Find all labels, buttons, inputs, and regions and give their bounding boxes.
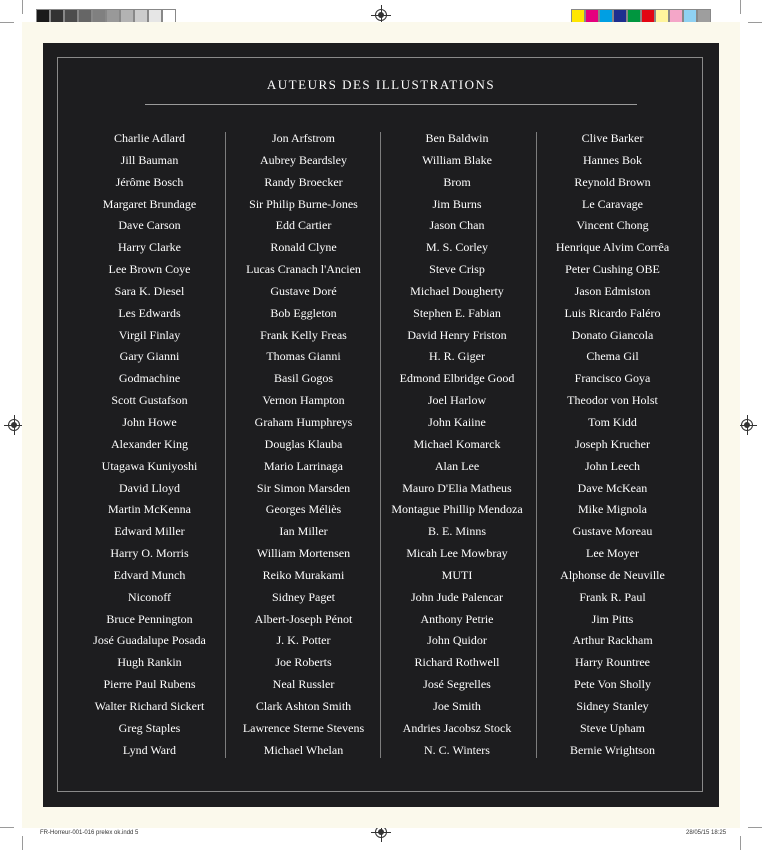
illustrator-name: Sidney Paget xyxy=(272,589,335,604)
color-swatch xyxy=(585,9,599,23)
illustrator-name: Brom xyxy=(443,174,471,189)
illustrator-name: Niconoff xyxy=(127,589,172,604)
illustrator-name: Virgil Finlay xyxy=(118,327,181,342)
illustrator-name: William Mortensen xyxy=(256,546,351,561)
illustrator-name: Pete Von Sholly xyxy=(574,677,651,692)
illustrator-name: José Guadalupe Posada xyxy=(93,633,206,648)
illustrator-name: Montague Phillip Mendoza xyxy=(391,502,523,517)
illustrator-name: Richard Rothwell xyxy=(414,655,500,670)
illustrator-name: Peter Cushing OBE xyxy=(565,262,660,277)
color-swatch xyxy=(627,9,641,23)
illustrator-name: Jim Burns xyxy=(432,196,482,211)
page-title: AUTEURS DES ILLUSTRATIONS xyxy=(266,77,496,92)
illustrator-name: Bob Eggleton xyxy=(270,305,337,320)
illustrator-name: Mauro D'Elia Matheus xyxy=(402,480,512,495)
illustrator-name: Sara K. Diesel xyxy=(114,283,185,298)
illustrator-name: Clark Ashton Smith xyxy=(255,698,352,713)
color-swatch xyxy=(641,9,655,23)
color-swatch xyxy=(669,9,683,23)
illustrator-name: Alan Lee xyxy=(434,458,480,473)
crop-mark xyxy=(22,0,23,14)
illustrator-name: Joe Roberts xyxy=(275,655,332,670)
illustrator-name: Stephen E. Fabian xyxy=(413,305,501,320)
illustrator-name: Margaret Brundage xyxy=(102,196,197,211)
illustrator-name: Jason Chan xyxy=(429,218,485,233)
names-column-3 xyxy=(380,128,534,760)
illustrator-name: Gustave Doré xyxy=(270,283,337,298)
names-list xyxy=(74,128,225,761)
illustrator-name: Thomas Gianni xyxy=(266,349,341,364)
illustrator-name: Reynold Brown xyxy=(574,174,651,189)
illustrator-name: Gary Gianni xyxy=(119,349,180,364)
names-column-2 xyxy=(228,128,379,760)
illustrator-name: Sir Simon Marsden xyxy=(256,480,351,495)
illustrator-name: Bruce Pennington xyxy=(106,611,193,626)
gray-swatch xyxy=(36,9,50,23)
illustrator-name: John Leech xyxy=(585,458,640,473)
illustrator-name: Edvard Munch xyxy=(113,567,186,582)
illustrator-name: Jérôme Bosch xyxy=(115,174,184,189)
illustrator-name: Harry O. Morris xyxy=(110,546,189,561)
crop-mark xyxy=(740,0,741,14)
illustrator-name: Walter Richard Sickert xyxy=(94,698,205,713)
illustrator-name: Mike Mignola xyxy=(578,502,647,517)
illustrator-name: Jill Bauman xyxy=(120,152,179,167)
grayscale-calibration-bar xyxy=(36,9,176,23)
illustrator-name: Lucas Cranach l'Ancien xyxy=(246,262,361,277)
gray-swatch xyxy=(134,9,148,23)
crop-mark xyxy=(748,827,762,828)
illustrator-name: Charlie Adlard xyxy=(114,131,185,145)
illustrator-name: Jason Edmiston xyxy=(574,283,651,298)
gray-swatch xyxy=(106,9,120,23)
crop-mark xyxy=(0,22,14,23)
slug-date: 28/05/15 18:25 xyxy=(686,830,727,836)
illustrator-name: Joe Smith xyxy=(433,698,481,713)
illustrator-name: B. E. Minns xyxy=(427,524,486,539)
illustrator-name: Harry Rountree xyxy=(575,655,650,670)
illustrator-name: Dave McKean xyxy=(577,480,648,495)
illustrator-name: Steve Upham xyxy=(580,720,645,735)
illustrator-name: John Kaiine xyxy=(428,414,486,429)
gray-swatch xyxy=(64,9,78,23)
illustrator-name: Lawrence Sterne Stevens xyxy=(242,720,365,735)
illustrator-name: David Lloyd xyxy=(119,480,180,495)
illustrator-name: N. C. Winters xyxy=(424,742,490,757)
illustrator-name: Randy Broecker xyxy=(264,174,343,189)
illustrator-name: Godmachine xyxy=(118,371,181,386)
illustrator-name: Lee Moyer xyxy=(586,546,639,561)
illustrator-name: Aubrey Beardsley xyxy=(260,152,347,167)
illustrator-name: Michael Komarck xyxy=(413,436,501,451)
illustrator-name: Alexander King xyxy=(111,436,188,451)
slug-filename: FR-Horreur-001-016 prelex ok.indd 5 xyxy=(40,830,139,836)
names-list xyxy=(380,128,534,761)
illustrator-name: Jon Arfstrom xyxy=(272,131,335,145)
illustrator-name: Ben Baldwin xyxy=(425,131,489,145)
crop-mark xyxy=(0,827,14,828)
illustrator-name: Clive Barker xyxy=(581,131,644,145)
illustrator-name: Theodor von Holst xyxy=(567,393,658,408)
gray-swatch xyxy=(148,9,162,23)
illustrator-name: Sir Philip Burne-Jones xyxy=(249,196,358,211)
illustrator-name: Arthur Rackham xyxy=(572,633,653,648)
illustrator-name: Frank R. Paul xyxy=(579,589,646,604)
registration-target-icon xyxy=(375,9,387,21)
gray-swatch xyxy=(92,9,106,23)
color-swatch xyxy=(655,9,669,23)
illustrator-name: Donato Giancola xyxy=(571,327,654,342)
illustrator-name: William Blake xyxy=(422,152,492,167)
illustrator-name: Frank Kelly Freas xyxy=(260,327,347,342)
names-column-4 xyxy=(537,128,688,760)
illustrator-name: Joseph Krucher xyxy=(575,436,650,451)
crop-mark xyxy=(748,22,762,23)
color-swatch xyxy=(683,9,697,23)
illustrator-name: J. K. Potter xyxy=(276,633,331,648)
illustrator-name: Reiko Murakami xyxy=(262,567,345,582)
illustrator-name: Micah Lee Mowbray xyxy=(406,546,508,561)
illustrator-name: John Jude Palencar xyxy=(411,589,503,604)
illustrator-name: Edd Cartier xyxy=(275,218,332,233)
illustrator-name: Luis Ricardo Faléro xyxy=(564,305,661,320)
illustrator-name: Neal Russler xyxy=(272,677,335,692)
illustrator-name: John Quidor xyxy=(427,633,487,648)
registration-target-icon xyxy=(8,419,20,431)
illustrator-name: Anthony Petrie xyxy=(420,611,494,626)
color-swatch xyxy=(613,9,627,23)
illustrator-name: Gustave Moreau xyxy=(572,524,653,539)
illustrator-name: Joel Harlow xyxy=(427,393,487,408)
color-swatch xyxy=(599,9,613,23)
illustrator-name: Le Caravage xyxy=(582,196,643,211)
illustrator-name: Pierre Paul Rubens xyxy=(103,677,196,692)
illustrator-name: Michael Whelan xyxy=(263,742,344,757)
illustrator-name: Hugh Rankin xyxy=(117,655,182,670)
illustrator-name: Albert-Joseph Pénot xyxy=(254,611,353,626)
illustrator-name: MUTI xyxy=(441,567,473,582)
illustrator-name: Mario Larrinaga xyxy=(264,458,343,473)
color-calibration-bar xyxy=(571,9,711,23)
illustrator-name: Jim Pitts xyxy=(591,611,634,626)
illustrator-name: Lee Brown Coye xyxy=(108,262,191,277)
illustrator-name: Edmond Elbridge Good xyxy=(399,371,515,386)
illustrator-name: Ian Miller xyxy=(279,524,328,539)
gray-swatch xyxy=(50,9,64,23)
illustrator-name: Utagawa Kuniyoshi xyxy=(101,458,198,473)
illustrator-name: Georges Méliès xyxy=(265,502,342,517)
gray-swatch xyxy=(78,9,92,23)
illustrator-name: David Henry Friston xyxy=(407,327,507,342)
names-column-1 xyxy=(74,128,225,760)
title-divider xyxy=(145,104,637,105)
illustrator-name: Vincent Chong xyxy=(576,218,649,233)
illustrator-name: Ronald Clyne xyxy=(270,240,337,255)
color-swatch xyxy=(697,9,711,23)
names-list xyxy=(228,128,379,761)
illustrator-name: Harry Clarke xyxy=(118,240,181,255)
illustrator-name: Tom Kidd xyxy=(588,414,637,429)
illustrator-name: Scott Gustafson xyxy=(111,393,188,408)
illustrator-name: Alphonse de Neuville xyxy=(560,567,665,582)
illustrator-name: John Howe xyxy=(122,414,177,429)
gray-swatch xyxy=(120,9,134,23)
illustrator-name: Greg Staples xyxy=(118,720,181,735)
illustrator-name: Chema Gil xyxy=(586,349,639,364)
illustrators-columns xyxy=(74,128,688,760)
illustrator-name: H. R. Giger xyxy=(429,349,485,364)
illustrator-name: Basil Gogos xyxy=(273,371,333,386)
color-swatch xyxy=(571,9,585,23)
illustrator-name: Graham Humphreys xyxy=(254,414,353,429)
illustrator-name: Douglas Klauba xyxy=(264,436,343,451)
crop-mark xyxy=(740,836,741,850)
illustrator-name: Bernie Wrightson xyxy=(570,742,655,757)
illustrator-name: Lynd Ward xyxy=(122,742,177,757)
illustrator-name: Hannes Bok xyxy=(583,152,642,167)
illustrator-name: Henrique Alvim Corrêa xyxy=(555,240,670,255)
gray-swatch xyxy=(162,9,176,23)
illustrator-name: Martin McKenna xyxy=(108,502,191,517)
illustrator-name: Les Edwards xyxy=(118,305,181,320)
crop-mark xyxy=(22,836,23,850)
names-list xyxy=(537,128,688,761)
illustrator-name: M. S. Corley xyxy=(425,240,488,255)
illustrator-name: Andries Jacobsz Stock xyxy=(402,720,512,735)
illustrator-name: Vernon Hampton xyxy=(262,393,345,408)
illustrator-name: Sidney Stanley xyxy=(576,698,649,713)
illustrator-name: Edward Miller xyxy=(114,524,185,539)
illustrator-name: Steve Crisp xyxy=(429,262,485,277)
illustrator-name: José Segrelles xyxy=(423,677,491,692)
registration-target-icon xyxy=(741,419,753,431)
illustrator-name: Dave Carson xyxy=(118,218,181,233)
illustrator-name: Francisco Goya xyxy=(574,371,651,386)
illustrator-name: Michael Dougherty xyxy=(410,283,504,298)
